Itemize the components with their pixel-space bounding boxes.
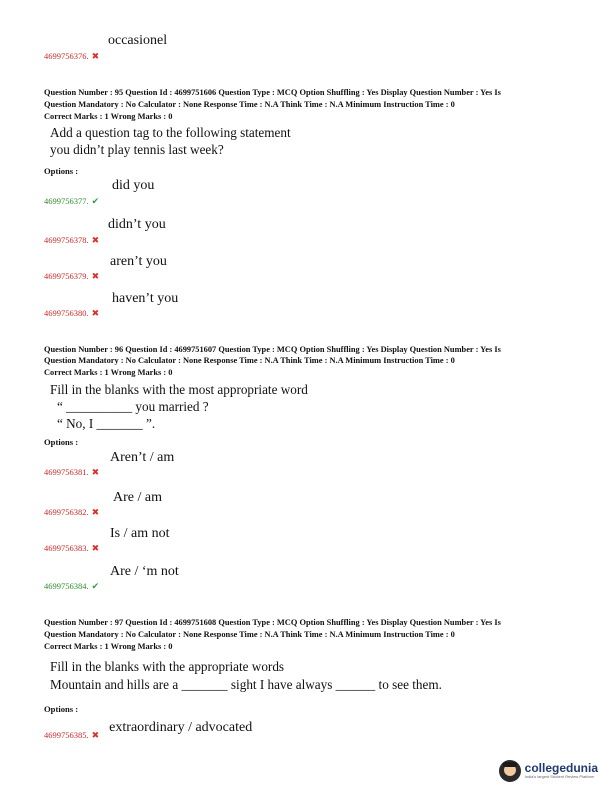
option-row[interactable]	[44, 191, 99, 209]
question-meta: Question Mandatory : No Calculator : None Response Time : N.A Think Time : N.A Minimum Instruction Time : 0	[44, 356, 455, 365]
option-id: 4699756381.	[44, 467, 89, 477]
option-row[interactable]	[44, 266, 99, 284]
question-marks: Correct Marks : 1 Wrong Marks : 0	[44, 112, 173, 121]
question-meta: Question Number : 97 Question Id : 4699751608 Question Type : MCQ Option Shuffling : Yes Display Question Number : Yes Is	[44, 618, 501, 627]
option-row[interactable]	[44, 462, 99, 480]
option-text[interactable]: didn’t you	[108, 217, 166, 232]
question-text: Add a question tag to the following statement	[50, 125, 291, 140]
option-text: extraordinary / advocated	[109, 720, 253, 735]
options-label: Options :	[44, 704, 79, 714]
option-id: 4699756378.	[44, 235, 89, 245]
option-row[interactable]	[44, 502, 99, 520]
question-marks: Correct Marks : 1 Wrong Marks : 0	[44, 368, 173, 377]
wrong-mark-icon: ✖	[91, 730, 100, 740]
collegedunia-logo	[499, 760, 598, 782]
option-row[interactable]	[44, 538, 99, 556]
question-marks: Correct Marks : 1 Wrong Marks : 0	[44, 642, 173, 651]
option-id: 4699756376.	[44, 51, 89, 61]
logo-tagline: India's largest Student Review Platform	[524, 774, 595, 779]
correct-check-icon: ✔	[91, 196, 100, 206]
wrong-mark-icon: ✖	[91, 308, 100, 318]
option-id: 4699756384.	[44, 581, 89, 591]
logo-name: collegedunia	[524, 761, 598, 775]
option-text[interactable]: aren’t you	[110, 254, 167, 269]
option-row[interactable]	[44, 718, 253, 740]
option-text[interactable]: Is / am not	[110, 526, 170, 541]
question-text: Fill in the blanks with the appropriate words	[50, 659, 285, 674]
option-id: 4699756385.	[44, 730, 89, 740]
correct-check-icon: ✔	[91, 581, 100, 591]
question-meta: Question Mandatory : No Calculator : None Response Time : N.A Think Time : N.A Minimum Instruction Time : 0	[44, 630, 455, 639]
option-id: 4699756377.	[44, 196, 89, 206]
option-text[interactable]: haven’t you	[112, 291, 179, 306]
question-meta: Question Number : 95 Question Id : 4699751606 Question Type : MCQ Option Shuffling : Yes Display Question Number : Yes Is	[44, 88, 501, 97]
question-text: you didn’t play tennis last week?	[50, 142, 224, 157]
wrong-mark-icon: ✖	[91, 235, 100, 245]
option-row[interactable]	[44, 230, 99, 248]
question-text: “ No, I _______ ”.	[57, 416, 156, 431]
question-meta: Question Number : 96 Question Id : 4699751607 Question Type : MCQ Option Shuffling : Yes Display Question Number : Yes Is	[44, 345, 501, 354]
option-row	[44, 46, 99, 64]
option-text[interactable]: Aren’t / am	[110, 450, 175, 465]
option-text[interactable]: Are / am	[113, 490, 162, 505]
wrong-mark-icon: ✖	[91, 271, 100, 281]
option-id: 4699756382.	[44, 507, 89, 517]
options-label: Options :	[44, 166, 79, 176]
question-text: “ __________ you married ?	[57, 399, 209, 414]
mascot-icon	[499, 760, 521, 782]
question-text: Mountain and hills are a _______ sight I have always ______ to see them.	[50, 677, 442, 692]
option-text: occasionel	[108, 33, 168, 48]
wrong-mark-icon: ✖	[91, 507, 100, 517]
option-text[interactable]: did you	[112, 178, 155, 193]
wrong-mark-icon: ✖	[91, 51, 100, 61]
option-id: 4699756383.	[44, 543, 89, 553]
wrong-mark-icon: ✖	[91, 543, 100, 553]
option-text[interactable]: Are / ‘m not	[110, 564, 179, 579]
option-row[interactable]	[44, 576, 99, 594]
option-id: 4699756379.	[44, 271, 89, 281]
question-meta: Question Mandatory : No Calculator : None Response Time : N.A Think Time : N.A Minimum Instruction Time : 0	[44, 100, 455, 109]
options-label: Options :	[44, 437, 79, 447]
question-text: Fill in the blanks with the most appropriate word	[50, 382, 308, 397]
option-id: 4699756380.	[44, 308, 89, 318]
wrong-mark-icon: ✖	[91, 467, 100, 477]
option-row[interactable]	[44, 303, 99, 321]
